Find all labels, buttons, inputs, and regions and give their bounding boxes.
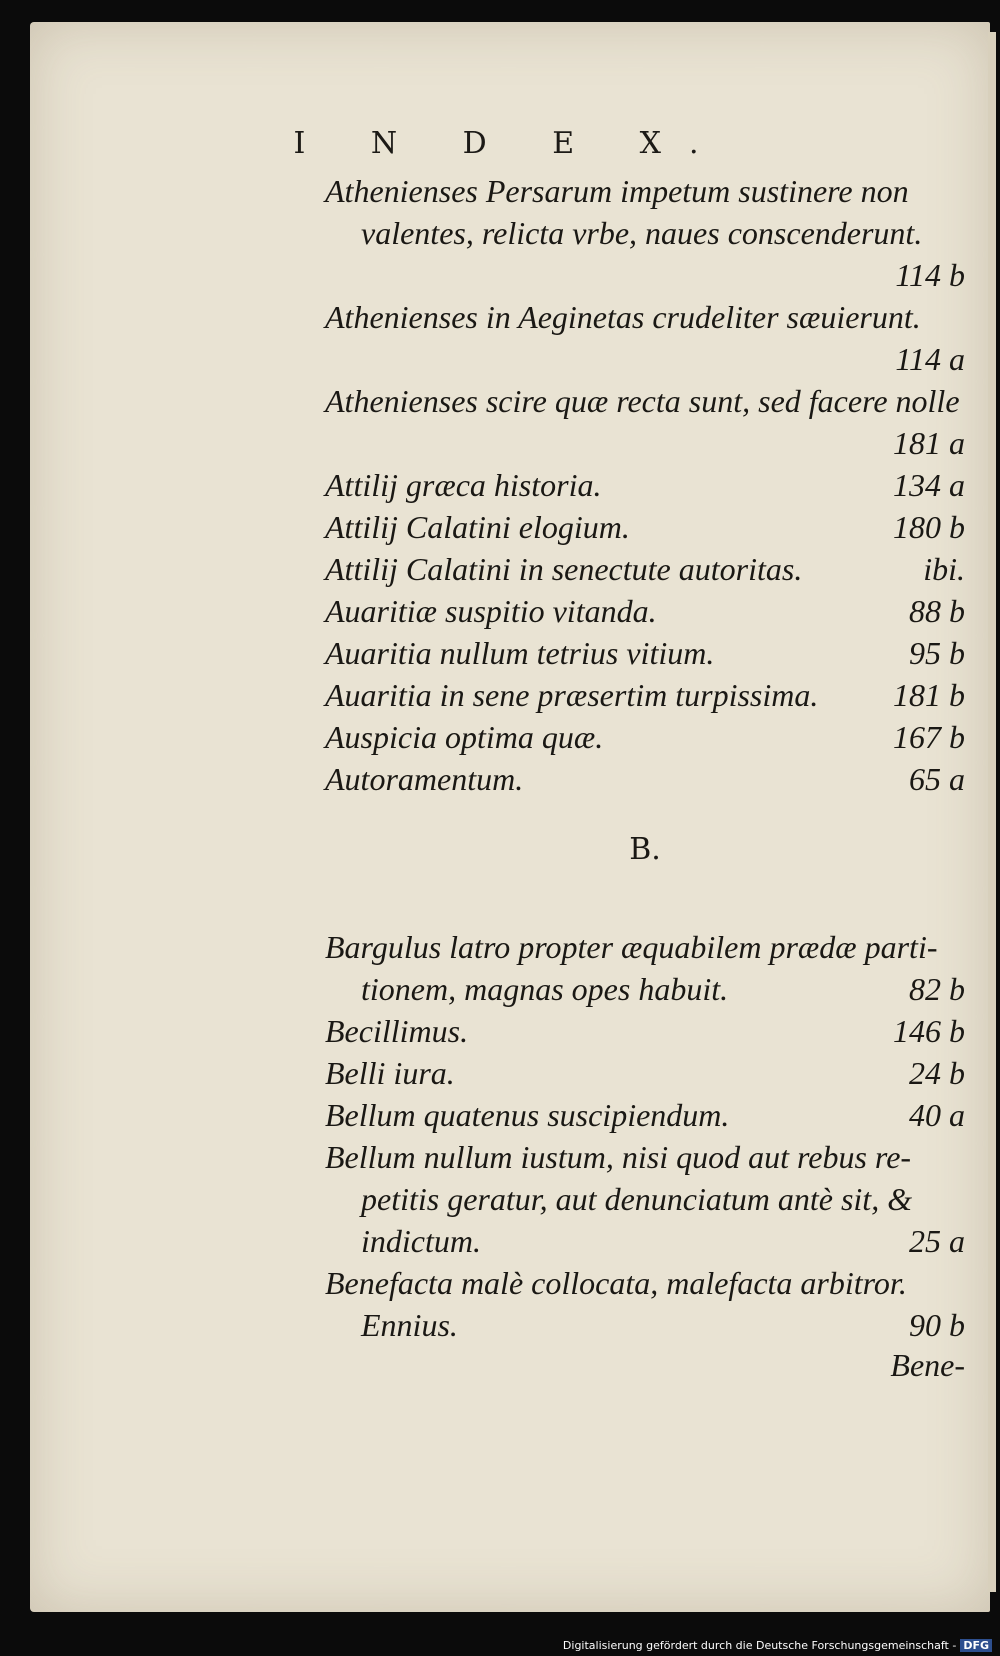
index-entry [325, 716, 965, 758]
entry-page-ref: 167 b [893, 719, 965, 755]
entry-page-ref: 40 a [909, 1097, 965, 1133]
entry-page-ref: 95 b [909, 635, 965, 671]
entry-page-ref: 65 a [909, 761, 965, 797]
index-entry [325, 380, 965, 464]
entry-text-line: Benefacta malè collocata, malefacta arbitror. [325, 1265, 907, 1301]
entry-page-ref: 134 a [893, 467, 965, 503]
index-entry [325, 632, 965, 674]
entry-text-line: petitis geratur, aut denunciatum antè sit, & [361, 1181, 913, 1217]
index-entry [325, 1262, 965, 1346]
entry-text-line: Attilij Calatini elogium. [325, 509, 630, 545]
entry-page-ref: 114 b [895, 257, 965, 293]
entry-text-line: Belli iura. [325, 1055, 455, 1091]
index-entry [325, 674, 965, 716]
entry-text-line: Ennius. [361, 1307, 458, 1343]
index-entry [325, 1052, 965, 1094]
entry-page-ref: 181 b [893, 677, 965, 713]
index-entry [325, 296, 965, 380]
entry-page-ref: ibi. [923, 551, 965, 587]
entry-page-ref: 82 b [909, 971, 965, 1007]
credit-text: Digitalisierung gefördert durch die Deutsche Forschungsgemeinschaft - [562, 1639, 957, 1652]
entry-page-ref: 114 a [895, 341, 965, 377]
entry-page-ref: 146 b [893, 1013, 965, 1049]
entry-page-ref: 180 b [893, 509, 965, 545]
entry-text-line: Auaritia nullum tetrius vitium. [325, 635, 715, 671]
entry-text-line: Athenienses in Aeginetas crudeliter sæuierunt. [325, 299, 921, 335]
index-entries [325, 170, 965, 1386]
page-title: I N D E X. [293, 126, 727, 161]
entry-text-line: Bellum quatenus suscipiendum. [325, 1097, 730, 1133]
index-entry [325, 170, 965, 296]
entry-text-line: Auaritiæ suspitio vitanda. [325, 593, 657, 629]
entry-text-line: Attilij Calatini in senectute autoritas. [325, 551, 803, 587]
section-heading-b: B. [629, 832, 661, 867]
entry-text-line: Bellum nullum iustum, nisi quod aut rebus re- [325, 1139, 912, 1175]
page-edge [988, 32, 996, 1592]
catchword: Bene- [890, 1347, 965, 1383]
index-entry [325, 1010, 965, 1052]
entry-text-line: Auaritia in sene præsertim turpissima. [325, 677, 819, 713]
index-section-b [325, 926, 965, 1346]
book-page [30, 22, 990, 1612]
entry-text-line: Autoramentum. [325, 761, 524, 797]
entry-text-line: Attilij græca historia. [325, 467, 602, 503]
entry-page-ref: 25 a [909, 1223, 965, 1259]
index-entry [325, 926, 965, 1010]
dfg-logo: DFG [960, 1639, 992, 1652]
entry-text-line: Bargulus latro propter æquabilem prædæ parti- [325, 929, 938, 965]
index-section-a [325, 170, 965, 800]
entry-text-line: Athenienses scire quæ recta sunt, sed facere nolle [325, 383, 960, 419]
index-entry [325, 758, 965, 800]
index-entry [325, 506, 965, 548]
entry-text-line: Becillimus. [325, 1013, 469, 1049]
index-entry [325, 1094, 965, 1136]
index-entry [325, 548, 965, 590]
entry-text-line: Athenienses Persarum impetum sustinere non [325, 173, 909, 209]
entry-text-line: valentes, relicta vrbe, naues conscenderunt. [361, 215, 923, 251]
index-entry [325, 590, 965, 632]
entry-text-line: Auspicia optima quæ. [325, 719, 604, 755]
index-entry [325, 1136, 965, 1262]
entry-page-ref: 88 b [909, 593, 965, 629]
entry-page-ref: 90 b [909, 1307, 965, 1343]
entry-text-line: tionem, magnas opes habuit. [361, 971, 729, 1007]
index-entry [325, 464, 965, 506]
digitization-credit [563, 1639, 992, 1652]
entry-text-line: indictum. [361, 1223, 481, 1259]
entry-page-ref: 181 a [893, 425, 965, 461]
entry-page-ref: 24 b [909, 1055, 965, 1091]
